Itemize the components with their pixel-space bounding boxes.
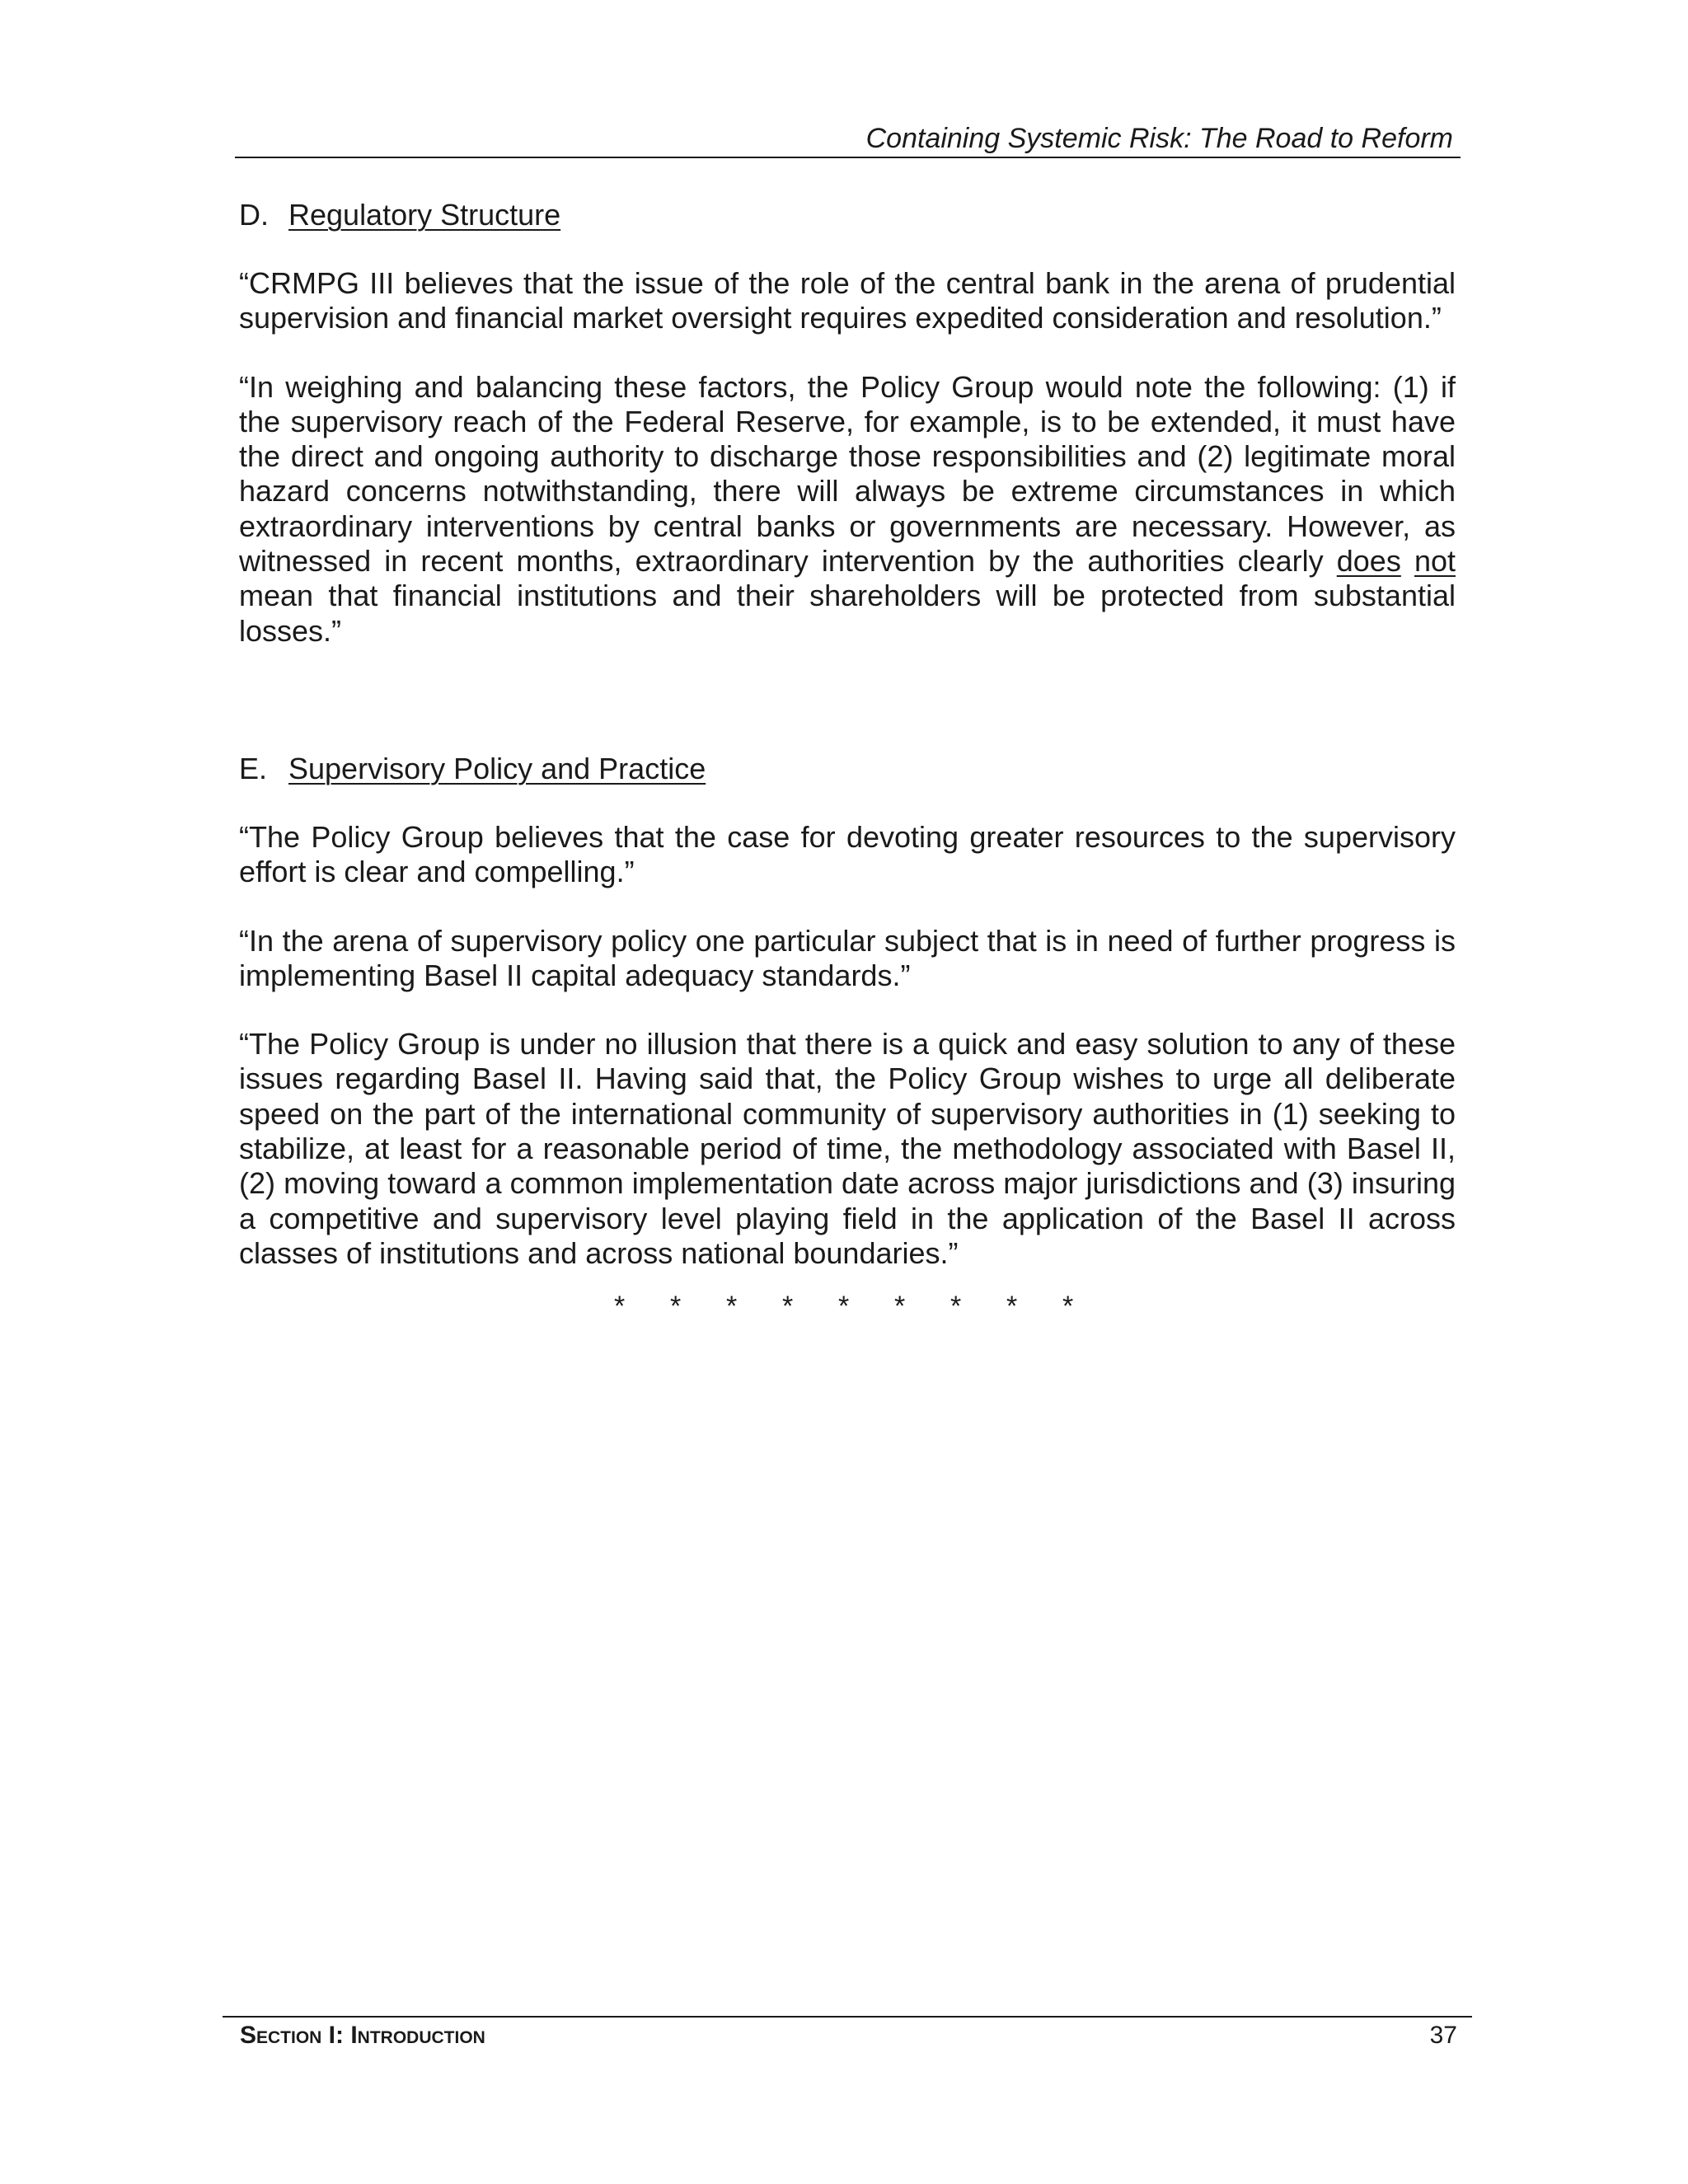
- separator-star: *: [838, 1291, 850, 1323]
- page-body: [239, 198, 1456, 1322]
- separator-star: *: [670, 1291, 682, 1323]
- section-letter: E.: [239, 751, 268, 785]
- emphasis-text: not: [1414, 544, 1456, 579]
- paragraph-text: mean that financial institutions and their shareholders will be protected from substantial losses.”: [239, 579, 1456, 648]
- separator-star: *: [1062, 1291, 1074, 1323]
- separator-star: *: [782, 1291, 794, 1323]
- section-heading-d: [239, 198, 1456, 232]
- separator-star: *: [614, 1291, 626, 1323]
- emphasis-text: does: [1336, 544, 1401, 579]
- quote-paragraph: “The Policy Group believes that the case for devoting greater resources to the supervisory effort is clear and compelling.”: [239, 819, 1456, 889]
- quote-paragraph: “In the arena of supervisory policy one particular subject that is in need of further progress is implementing Basel II capital adequacy standards.”: [239, 923, 1456, 992]
- quote-paragraph: “The Policy Group is under no illusion that there is a quick and easy solution to any of these issues regarding Basel II. Having said that, the Policy Group wishes to urge all deliberate speed on the part of the international community of supervisory authorities in (1) seeking to stabilize, at least for a reasonable period of time, the methodology associated with Basel II, (2) moving toward a common implementation date across major jurisdictions and (3) insuring a competitive and supervisory level playing field in the application of the Basel II across classes of institutions and across national boundaries.”: [239, 1027, 1456, 1270]
- running-header-title: Containing Systemic Risk: The Road to Reform: [865, 123, 1453, 154]
- paragraph-text: “In weighing and balancing these factors, the Policy Group would note the following: (1) if the supervisory reach of the Federal Reserve, for example, is to be extended, it must have the direct and ongoing authority to discharge those responsibilities and (2) legitimate moral hazard concerns notwithstanding, there will always be extreme circumstances in which extraordinary interventions by central banks or governments are necessary. However, as witnessed in recent months, extraordinary intervention by the authorities clearly: [239, 369, 1456, 579]
- separator-star: *: [726, 1291, 738, 1323]
- quote-paragraph: “CRMPG III believes that the issue of the role of the central bank in the arena of prudential supervision and financial market oversight requires expedited consideration and resolution.”: [239, 266, 1456, 335]
- separator-star: *: [1006, 1291, 1018, 1323]
- section-letter: D.: [239, 198, 269, 232]
- section-separator: [614, 1289, 1456, 1322]
- footer-section-label: Section I: Introduction: [240, 2022, 485, 2049]
- separator-star: *: [894, 1291, 906, 1323]
- header-rule: [235, 157, 1461, 158]
- section-title: Regulatory Structure: [288, 198, 561, 232]
- section-heading-e: [239, 752, 1456, 786]
- footer-rule: [223, 2016, 1472, 2018]
- page-number: 37: [1429, 2022, 1457, 2049]
- quote-paragraph: [239, 370, 1456, 649]
- section-title: Supervisory Policy and Practice: [288, 751, 706, 785]
- separator-star: *: [950, 1291, 962, 1323]
